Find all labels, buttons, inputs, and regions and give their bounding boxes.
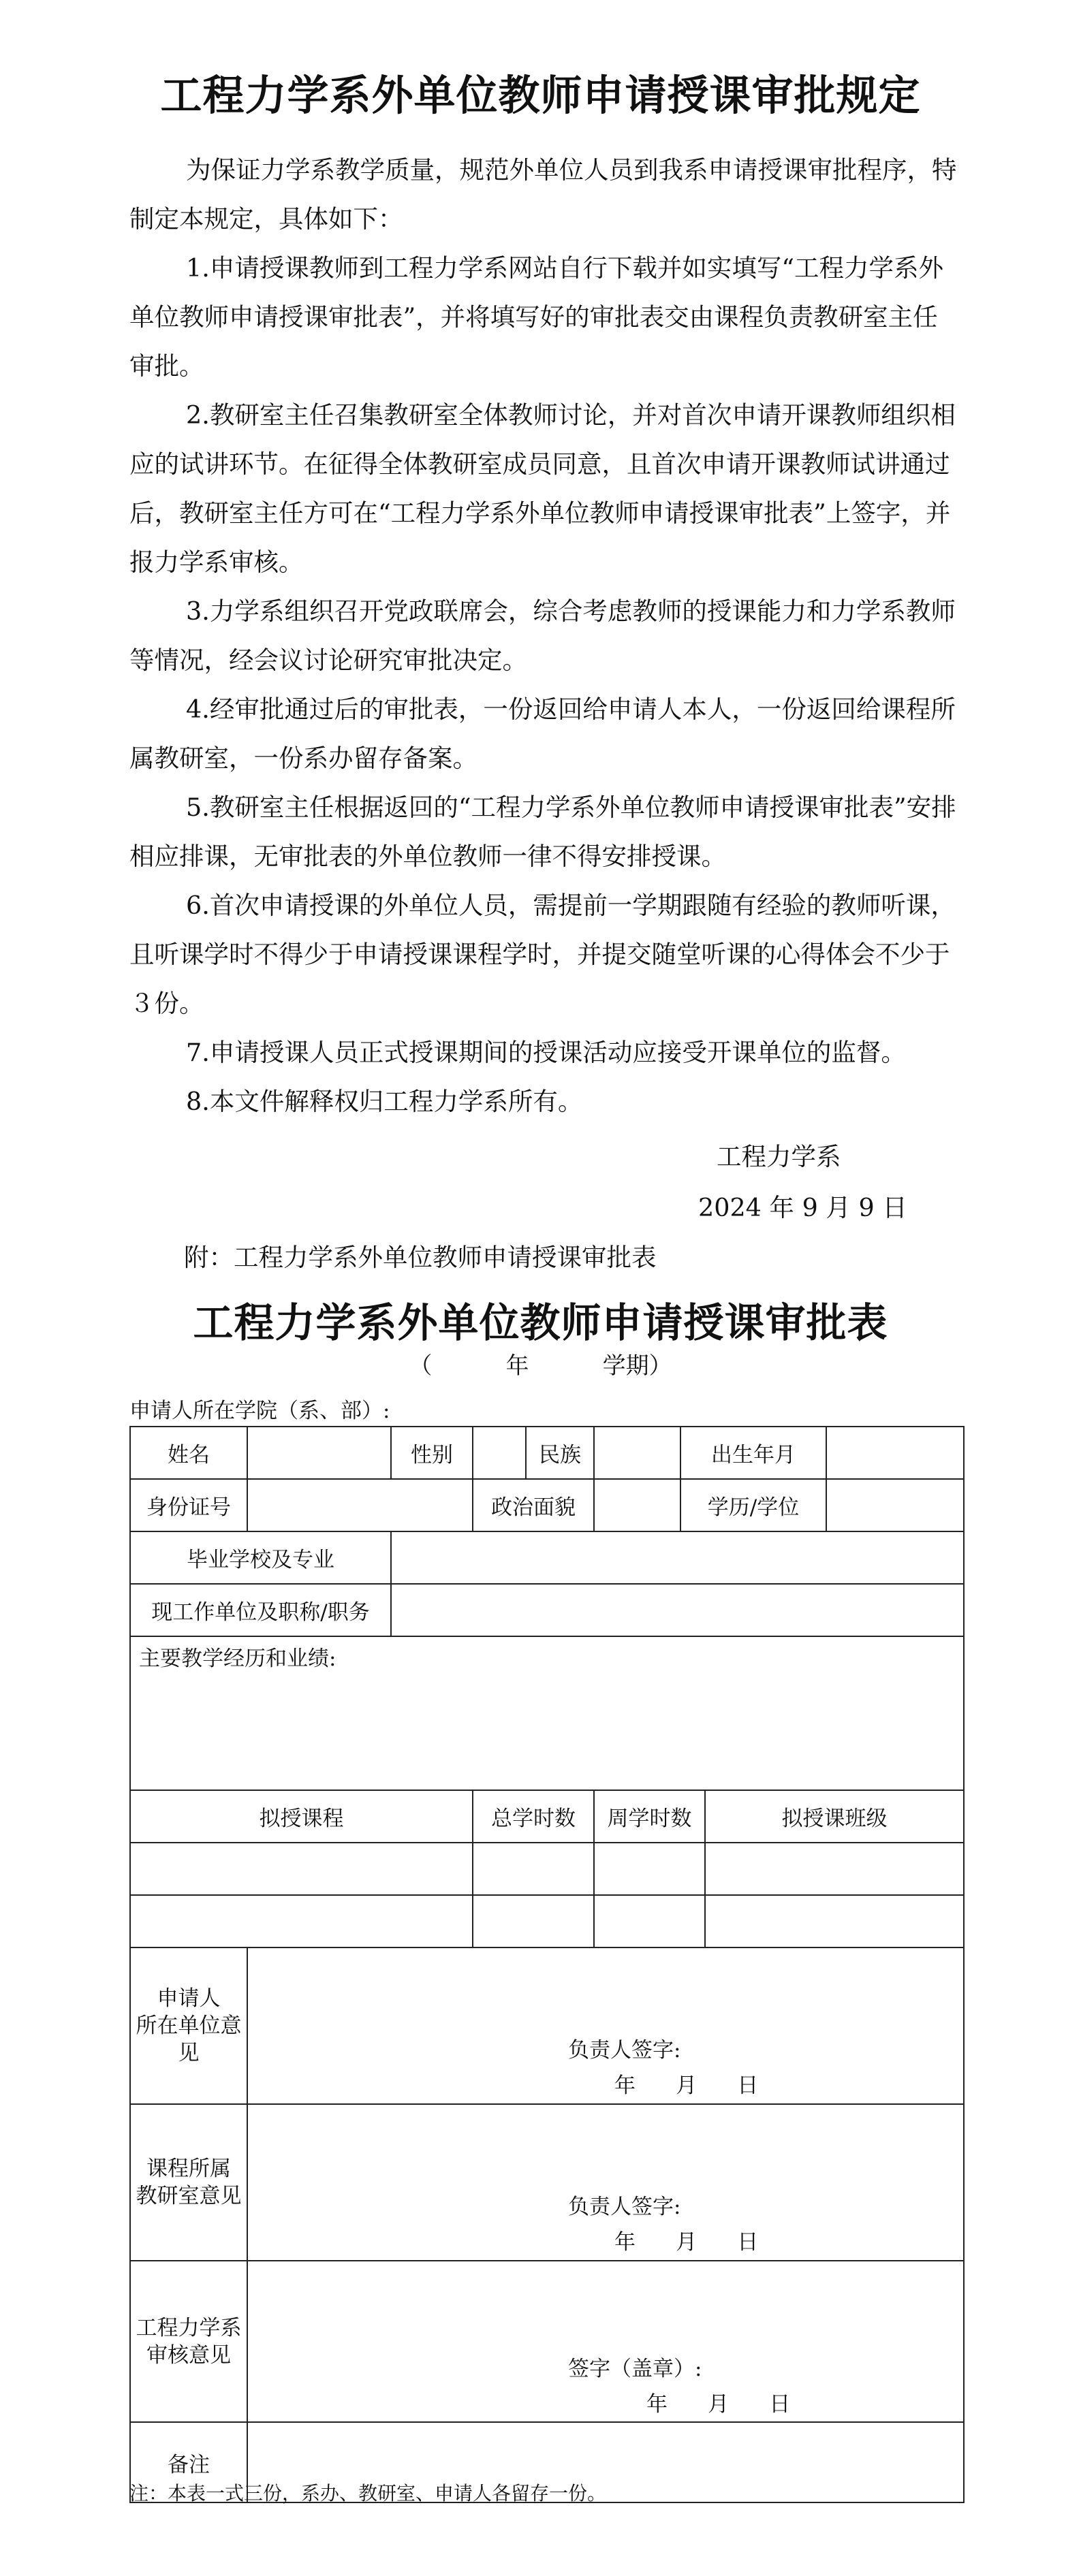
classes-header: 拟授课班级 bbox=[705, 1790, 964, 1843]
course-cell[interactable] bbox=[130, 1895, 473, 1947]
form-title: 工程力学系外单位教师申请授课审批表 bbox=[193, 1299, 888, 1346]
regulation-body bbox=[129, 146, 960, 1126]
total-hours-cell[interactable] bbox=[473, 1895, 594, 1947]
experience-field[interactable] bbox=[130, 1636, 964, 1790]
issuer: 工程力学系 bbox=[717, 1142, 841, 1171]
table-row bbox=[130, 1531, 964, 1584]
semester-line: （ 年 学期） bbox=[409, 1352, 672, 1380]
table-row bbox=[130, 1790, 964, 1843]
approval-form-table bbox=[129, 1426, 965, 2503]
current-unit-field[interactable] bbox=[391, 1584, 964, 1636]
table-row bbox=[130, 1947, 964, 2104]
political-field[interactable] bbox=[594, 1479, 680, 1531]
table-row bbox=[130, 1427, 964, 1479]
regulation-intro: 为保证力学系教学质量，规范外单位人员到我系申请授课审批程序，特制定本规定，具体如下： bbox=[129, 155, 957, 234]
education-field[interactable] bbox=[826, 1479, 964, 1531]
regulation-item-8: 8.本文件解释权归工程力学系所有。 bbox=[186, 1087, 583, 1116]
opinion-label-line: 教研室意见 bbox=[136, 2184, 242, 2208]
opinion-label-line: 审核意见 bbox=[146, 2342, 231, 2368]
ethnicity-label: 民族 bbox=[526, 1427, 594, 1479]
regulation-item-7: 7.申请授课人员正式授课期间的授课活动应接受开课单位的监督。 bbox=[186, 1038, 906, 1067]
regulation-item-6: 6.首次申请授课的外单位人员，需提前一学期跟随有经验的教师听课，且听课学时不得少于申请授课课程学时，并提交随堂听课的心得体会不少于３份。 bbox=[129, 891, 956, 1018]
graduate-school-field[interactable] bbox=[391, 1531, 964, 1584]
regulation-item-5: 5.教研室主任根据返回的“工程力学系外单位教师申请授课审批表”安排相应排课，无审批表的外单位教师一律不得安排授课。 bbox=[129, 793, 956, 871]
birth-label: 出生年月 bbox=[680, 1427, 826, 1479]
classes-cell[interactable] bbox=[705, 1895, 964, 1947]
id-number-field[interactable] bbox=[247, 1479, 473, 1531]
political-label: 政治面貌 bbox=[473, 1479, 594, 1531]
applicant-college-label: 申请人所在学院（系、部）: bbox=[129, 1399, 390, 1423]
signature-label: 签字（盖章）: bbox=[568, 2357, 702, 2381]
table-row bbox=[130, 1479, 964, 1531]
weekly-hours-header: 周学时数 bbox=[594, 1790, 705, 1843]
experience-label: 主要教学经历和业绩: bbox=[139, 1647, 336, 1671]
table-row bbox=[130, 1636, 964, 1790]
remarks-label: 备注 bbox=[130, 2422, 247, 2502]
opinion-label-line: 申请人 bbox=[157, 1986, 221, 2011]
table-row bbox=[130, 1584, 964, 1636]
regulation-title: 工程力学系外单位教师申请授课审批规定 bbox=[160, 71, 921, 120]
regulation-item-4: 4.经审批通过后的审批表，一份返回给申请人本人，一份返回给课程所属教研室，一份系办留存备案。 bbox=[129, 695, 956, 773]
regulation-item-2: 2.教研室主任召集教研室全体教师讨论，并对首次申请开课教师组织相应的试讲环节。在征得全体教研室成员同意，且首次申请开课教师试讲通过后，教研室主任方可在“工程力学系外单位教师申请授课审批表”上签字，并报力学系审核。 bbox=[129, 400, 956, 577]
classes-cell[interactable] bbox=[705, 1843, 964, 1895]
regulation-item-1: 1.申请授课教师到工程力学系网站自行下载并如实填写“工程力学系外单位教师申请授课审批表”，并将填写好的审批表交由课程负责教研室主任审批。 bbox=[129, 253, 943, 381]
education-label: 学历/学位 bbox=[680, 1479, 826, 1531]
ethnicity-field[interactable] bbox=[594, 1427, 680, 1479]
total-hours-cell[interactable] bbox=[473, 1843, 594, 1895]
regulation-item-3: 3.力学系组织召开党政联席会，综合考虑教师的授课能力和力学系教师等情况，经会议讨论研究审批决定。 bbox=[129, 597, 956, 675]
department-review-opinion-field[interactable] bbox=[247, 2261, 964, 2422]
gender-label: 性别 bbox=[391, 1427, 473, 1479]
birth-field[interactable] bbox=[826, 1427, 964, 1479]
table-row bbox=[130, 1843, 964, 1895]
table-row bbox=[130, 2261, 964, 2422]
current-unit-label: 现工作单位及职称/职务 bbox=[130, 1584, 391, 1636]
id-number-label: 身份证号 bbox=[130, 1479, 247, 1531]
form-footnote: 注：本表一式三份，系办、教研室、申请人各留存一份。 bbox=[129, 2482, 607, 2505]
department-review-opinion-label bbox=[130, 2261, 247, 2422]
weekly-hours-cell[interactable] bbox=[594, 1895, 705, 1947]
course-header: 拟授课程 bbox=[130, 1790, 473, 1843]
attachment-note: 附：工程力学系外单位教师申请授课审批表 bbox=[184, 1243, 657, 1272]
signature-label: 负责人签字: bbox=[568, 2038, 681, 2063]
name-label: 姓名 bbox=[130, 1427, 247, 1479]
opinion-label-line: 所在单位意见 bbox=[136, 2014, 242, 2065]
signature-date: 年 月 日 bbox=[614, 2073, 759, 2098]
applicant-unit-opinion-field[interactable] bbox=[247, 1947, 964, 2104]
weekly-hours-cell[interactable] bbox=[594, 1843, 705, 1895]
table-row bbox=[130, 2104, 964, 2261]
opinion-label-line: 工程力学系 bbox=[136, 2315, 242, 2340]
course-cell[interactable] bbox=[130, 1843, 473, 1895]
signature-label: 负责人签字: bbox=[568, 2195, 681, 2219]
table-row bbox=[130, 1895, 964, 1947]
graduate-school-label: 毕业学校及专业 bbox=[130, 1531, 391, 1584]
signature-date: 年 月 日 bbox=[646, 2392, 791, 2417]
total-hours-header: 总学时数 bbox=[473, 1790, 594, 1843]
issue-date: 2024 年 9 月 9 日 bbox=[698, 1193, 907, 1222]
name-field[interactable] bbox=[247, 1427, 391, 1479]
signature-date: 年 月 日 bbox=[614, 2230, 759, 2255]
applicant-unit-opinion-label bbox=[130, 1947, 247, 2104]
teaching-office-opinion-field[interactable] bbox=[247, 2104, 964, 2261]
opinion-label-line: 课程所属 bbox=[146, 2157, 231, 2181]
teaching-office-opinion-label bbox=[130, 2104, 247, 2261]
gender-field[interactable] bbox=[473, 1427, 526, 1479]
